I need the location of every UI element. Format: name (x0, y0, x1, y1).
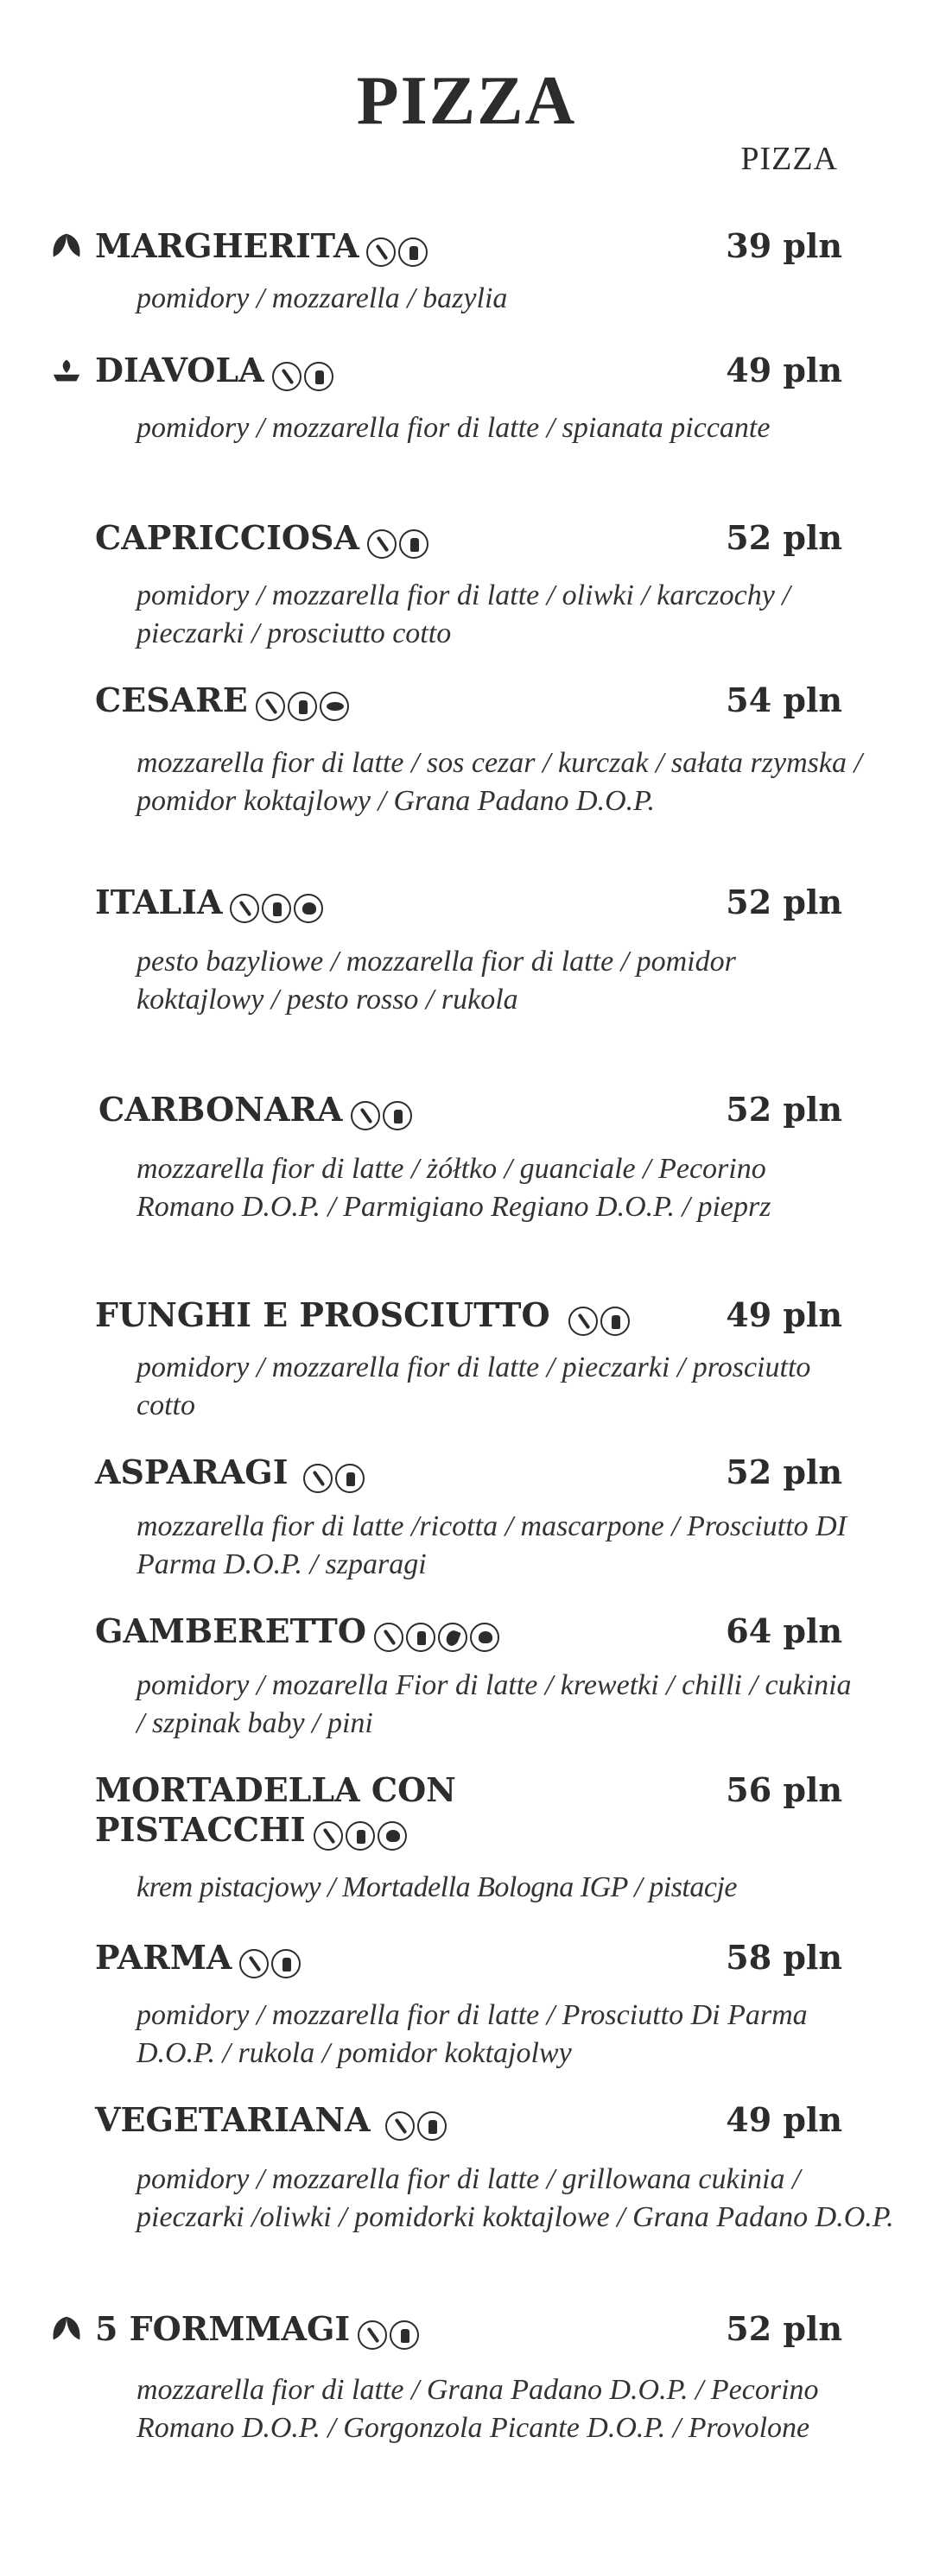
bottle-icon (288, 692, 317, 721)
item-price: 56 pln (726, 1770, 842, 1809)
no-gluten-icon (358, 2320, 387, 2350)
item-name: MORTADELLA CON (95, 1770, 456, 1809)
no-gluten-icon (351, 1101, 380, 1130)
item-price: 52 pln (726, 2309, 842, 2348)
item-description: mozzarella fior di latte / żółtko / guanciale / Pecorino Romano D.O.P. / Parmigiano Regiano D.O.P. / pieprz (136, 1153, 771, 1223)
item-description: mozzarella fior di latte /ricotta / mascarpone / Prosciutto DI Parma D.O.P. / szparagi (136, 1510, 847, 1580)
item-price: 58 pln (726, 1938, 842, 1977)
no-gluten-icon (272, 362, 301, 391)
item-name: 5 FORMMAGI (95, 2309, 351, 2348)
item-name: CARBONARA (98, 1090, 343, 1129)
item-description: mozzarella fior di latte / sos cezar / kurczak / sałata rzymska / pomidor koktajlowy / Grana Padano D.O.P. (136, 747, 862, 817)
no-gluten-icon (256, 692, 285, 721)
no-gluten-icon (367, 529, 397, 559)
item-description: pomidory / mozzarella fior di latte / pieczarki / prosciutto cotto (136, 1351, 811, 1421)
bottle-icon (390, 2320, 419, 2350)
item-description: krem pistacjowy / Mortadella Bologna IGP / pistacje (136, 1871, 738, 1903)
no-gluten-icon (239, 1949, 269, 1978)
shrimp-icon (438, 1623, 467, 1652)
fish-icon (320, 692, 349, 721)
item-price: 49 pln (726, 351, 842, 389)
item-price: 52 pln (726, 518, 842, 557)
nut-icon (294, 894, 323, 923)
item-name: ASPARAGI (95, 1453, 289, 1491)
item-name: CAPRICCIOSA (95, 518, 359, 557)
bottle-icon (417, 2111, 447, 2141)
page-title: PIZZA (356, 63, 577, 139)
item-description: mozzarella fior di latte / Grana Padano D.O.P. / Pecorino Romano D.O.P. / Gorgonzola Picante D.O.P. / Provolone (136, 2374, 819, 2444)
bottle-icon (271, 1949, 301, 1978)
item-name-line2: PISTACCHI (95, 1810, 306, 1849)
no-gluten-icon (366, 237, 396, 267)
item-description: pomidory / mozzarella fior di latte / oliwki / karczochy / pieczarki / prosciutto cotto (136, 579, 790, 649)
item-name: CESARE (95, 680, 248, 719)
item-name: MARGHERITA (95, 226, 359, 265)
bottle-icon (600, 1307, 630, 1336)
section-subtitle: PIZZA (740, 141, 838, 177)
bottle-icon (346, 1821, 375, 1851)
no-gluten-icon (303, 1464, 333, 1493)
item-description: pomidory / mozzarella fior di latte / Prosciutto Di Parma D.O.P. / rukola / pomidor koktajolwy (136, 1999, 808, 2069)
no-gluten-icon (568, 1307, 598, 1336)
spicy-icon (50, 356, 83, 385)
item-description: pomidory / mozzarella / bazylia (136, 282, 508, 314)
bottle-icon (406, 1623, 435, 1652)
bottle-icon (399, 529, 428, 559)
item-name: FUNGHI E PROSCIUTTO (95, 1295, 550, 1334)
bottle-icon (383, 1101, 412, 1130)
item-name: VEGETARIANA (95, 2100, 371, 2139)
item-name: GAMBERETTO (95, 1611, 366, 1650)
nut-icon (470, 1623, 499, 1652)
vegetarian-leaf-icon (50, 231, 83, 261)
item-price: 39 pln (726, 226, 842, 265)
no-gluten-icon (385, 2111, 415, 2141)
bottle-icon (262, 894, 291, 923)
item-description: pomidory / mozzarella fior di latte / spianata piccante (136, 412, 771, 444)
item-price: 52 pln (726, 1453, 842, 1491)
item-price: 49 pln (726, 1295, 842, 1334)
vegetarian-leaf-icon (50, 2314, 83, 2344)
bottle-icon (304, 362, 333, 391)
nut-icon (378, 1821, 407, 1851)
item-price: 64 pln (726, 1611, 842, 1650)
item-price: 52 pln (726, 883, 842, 921)
no-gluten-icon (314, 1821, 343, 1851)
item-description: pomidory / mozarella Fior di latte / krewetki / chilli / cukinia / szpinak baby / pini (136, 1669, 852, 1739)
item-name: ITALIA (95, 883, 223, 921)
bottle-icon (335, 1464, 365, 1493)
item-price: 49 pln (726, 2100, 842, 2139)
item-description: pesto bazyliowe / mozzarella fior di latte / pomidor koktajlowy / pesto rosso / rukola (136, 946, 736, 1016)
item-price: 54 pln (726, 680, 842, 719)
item-name: DIAVOLA (95, 351, 264, 389)
bottle-icon (398, 237, 428, 267)
item-name: PARMA (95, 1938, 232, 1977)
item-price: 52 pln (726, 1090, 842, 1129)
no-gluten-icon (374, 1623, 403, 1652)
item-description: pomidory / mozzarella fior di latte / grillowana cukinia / pieczarki /oliwki / pomidorki koktajlowe / Grana Padano D.O.P. (136, 2163, 894, 2233)
no-gluten-icon (230, 894, 259, 923)
